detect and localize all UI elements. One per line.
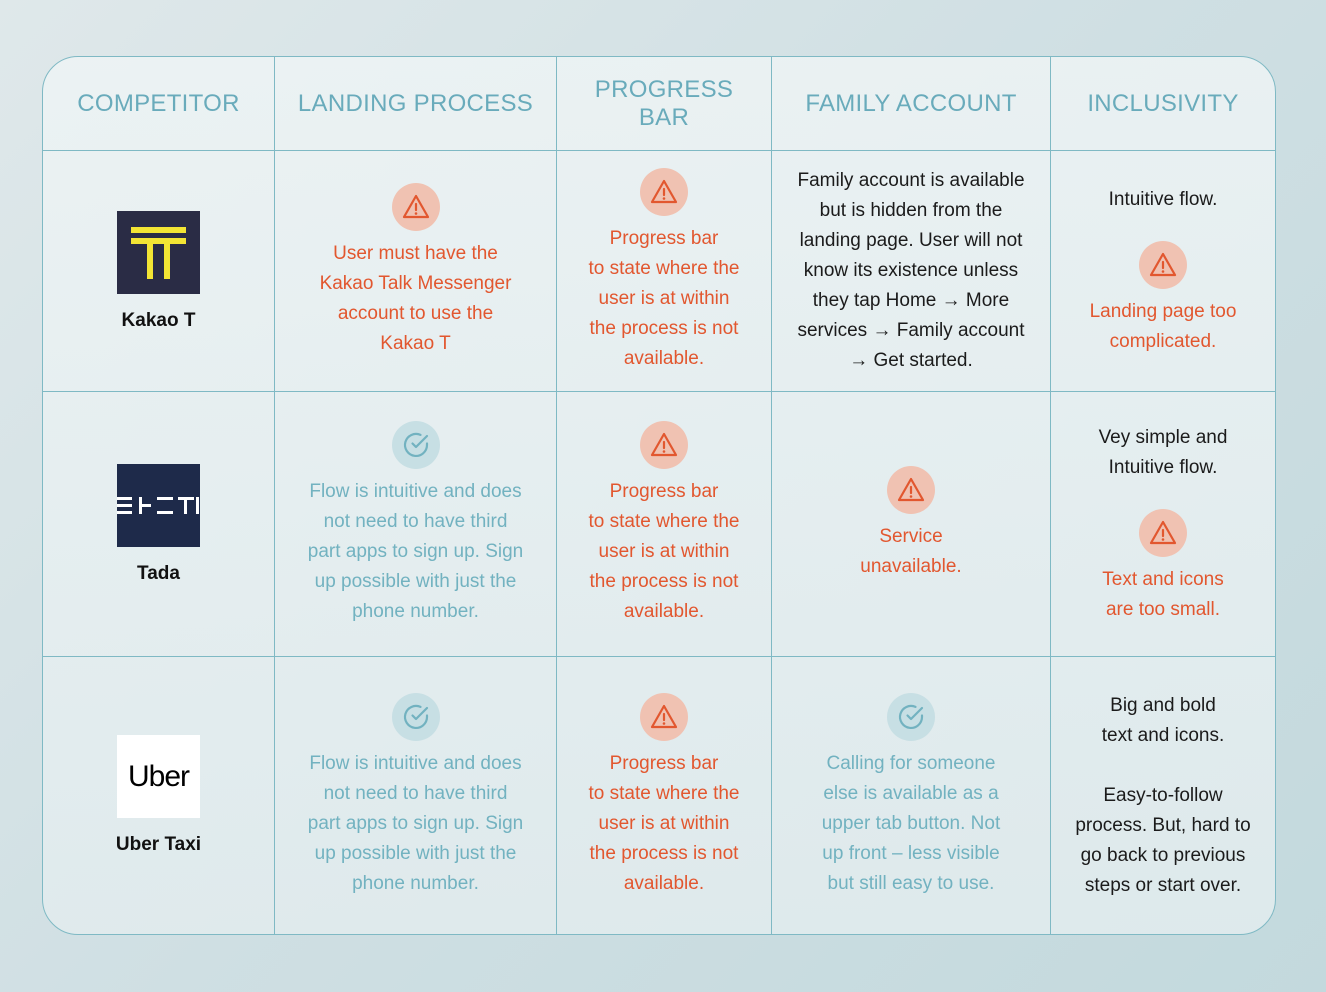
header-landing-process: LANDING PROCESS: [275, 57, 557, 151]
inclusivity-cell: [1051, 657, 1275, 934]
inclusivity-note: Intuitive flow.: [1108, 189, 1218, 210]
uber-logo: [117, 735, 200, 818]
landing-cell: [275, 151, 557, 392]
competitor-cell-kakao-t: [43, 151, 275, 392]
competitor-name: Kakao T: [121, 309, 196, 331]
progress-text: Progress bar to state where the user is at within the process is not available.: [588, 481, 740, 622]
progress-text: Progress bar to state where the user is at within the process is not available.: [588, 228, 740, 369]
header-competitor: COMPETITOR: [43, 57, 275, 151]
family-text: Calling for someone else is available as a upper tab button. Not up front – less visible but still easy to use.: [821, 752, 1001, 894]
warning-icon: [887, 466, 935, 514]
warning-icon: [1139, 509, 1187, 557]
warning-icon: [640, 693, 688, 741]
kakao-t-logo: [117, 211, 200, 294]
competitor-name: Uber Taxi: [115, 834, 202, 855]
landing-cell: [275, 392, 557, 657]
warning-icon: [1139, 241, 1187, 289]
warning-icon: [640, 168, 688, 216]
inclusivity-text: Landing page too complicated.: [1089, 301, 1237, 352]
competitor-name: Tada: [137, 562, 180, 584]
check-icon: [392, 693, 440, 741]
inclusivity-cell: [1051, 151, 1275, 392]
progress-cell: [557, 657, 772, 934]
family-cell: [772, 151, 1051, 392]
family-cell: [772, 392, 1051, 657]
inclusivity-cell: [1051, 392, 1275, 657]
progress-cell: [557, 151, 772, 392]
progress-text: Progress bar to state where the user is at within the process is not available.: [588, 752, 740, 894]
header-inclusivity: INCLUSIVITY: [1051, 57, 1275, 151]
inclusivity-note: Vey simple and Intuitive flow.: [1098, 427, 1228, 478]
progress-cell: [557, 392, 772, 657]
tada-logo: [117, 464, 200, 547]
check-icon: [887, 693, 935, 741]
warning-icon: [392, 183, 440, 231]
landing-text: Flow is intuitive and does not need to have third part apps to sign up. Sign up possible with just the phone number.: [307, 481, 524, 622]
warning-icon: [640, 421, 688, 469]
header-family-account: FAMILY ACCOUNT: [772, 57, 1051, 151]
inclusivity-text: Text and icons are too small.: [1102, 569, 1224, 620]
check-icon: [392, 421, 440, 469]
family-cell: [772, 657, 1051, 934]
comparison-table: [42, 56, 1276, 935]
family-text: Family account is available but is hidden from the landing page. User will not know its existence unless they tap Home → More services → Family account → Get started.: [797, 170, 1025, 371]
landing-text: Flow is intuitive and does not need to have third part apps to sign up. Sign up possible with just the phone number.: [307, 752, 524, 894]
inclusivity-text: Big and bold text and icons. Easy-to-follow process. But, hard to go back to previous steps or start over.: [1075, 694, 1251, 896]
competitor-cell-tada: [43, 392, 275, 657]
landing-text: User must have the Kakao Talk Messenger account to use the Kakao T: [319, 243, 512, 354]
comparison-grid: [43, 57, 1275, 934]
uber-logo-text: Uber: [127, 759, 190, 793]
landing-cell: [275, 657, 557, 934]
competitor-cell-uber-taxi: [43, 657, 275, 934]
header-progress-bar: PROGRESS BAR: [557, 57, 772, 151]
family-text: Service unavailable.: [860, 526, 962, 577]
